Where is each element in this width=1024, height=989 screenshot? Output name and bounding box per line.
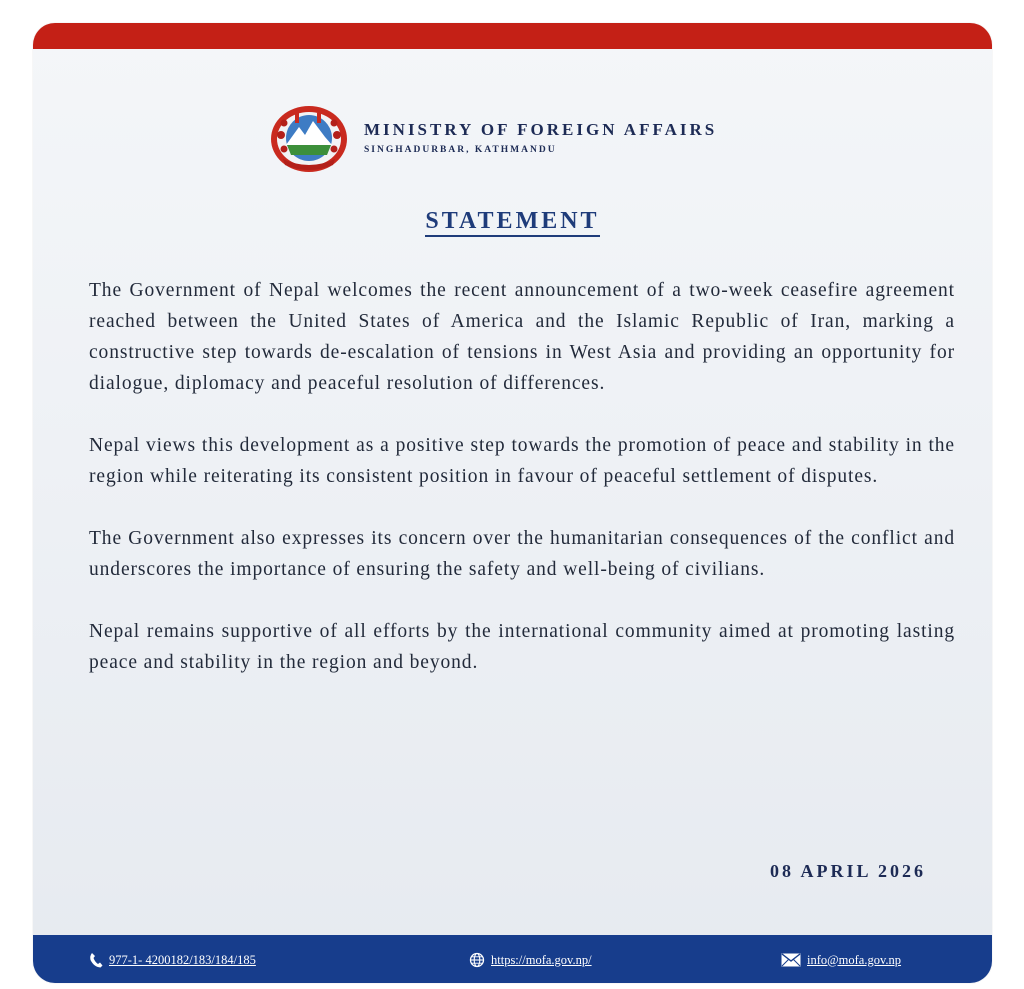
paragraph-1: The Government of Nepal welcomes the recent announcement of a two-week ceasefire agreement reached between the United States of America and the Islamic Republic of Iran, marking a constructive step towards de-escalation of tensions in West Asia and providing an opportunity for dialogue, diplomacy and peaceful resolution of differences. (89, 280, 955, 394)
ministry-name: MINISTRY OF FOREIGN AFFAIRS (364, 120, 718, 139)
website-link[interactable]: https://mofa.gov.np/ (491, 952, 592, 967)
statement-body (89, 275, 955, 709)
footer-website[interactable] (469, 950, 592, 970)
top-red-bar (33, 23, 992, 49)
paragraph-4: Nepal remains supportive of all efforts by the international community aimed at promoting lasting peace and stability in the region and beyond. (89, 621, 955, 673)
statement-title: STATEMENT (425, 208, 599, 237)
statement-date: 08 APRIL 2026 (769, 861, 926, 881)
globe-icon (469, 952, 485, 968)
nepal-emblem-icon (269, 105, 349, 173)
email-link[interactable]: info@mofa.gov.np (807, 952, 902, 967)
statement-card (33, 23, 992, 983)
phone-number[interactable]: 977-1- 4200182/183/184/185 (109, 952, 256, 967)
ministry-location: SINGHADURBAR, KATHMANDU (364, 145, 557, 155)
footer-email[interactable] (781, 950, 901, 970)
phone-icon (89, 952, 103, 968)
mail-icon (781, 953, 801, 967)
paragraph-3: The Government also expresses its concern over the humanitarian consequences of the conflict and underscores the importance of ensuring the safety and well-being of civilians. (89, 528, 955, 580)
footer-bar (33, 935, 992, 983)
paragraph-2: Nepal views this development as a positive step towards the promotion of peace and stability in the region while reiterating its consistent position in favour of peaceful settlement of disputes. (89, 435, 955, 487)
statement-title-wrap (33, 208, 992, 235)
letterhead (269, 105, 769, 175)
footer-phone[interactable] (89, 950, 256, 970)
